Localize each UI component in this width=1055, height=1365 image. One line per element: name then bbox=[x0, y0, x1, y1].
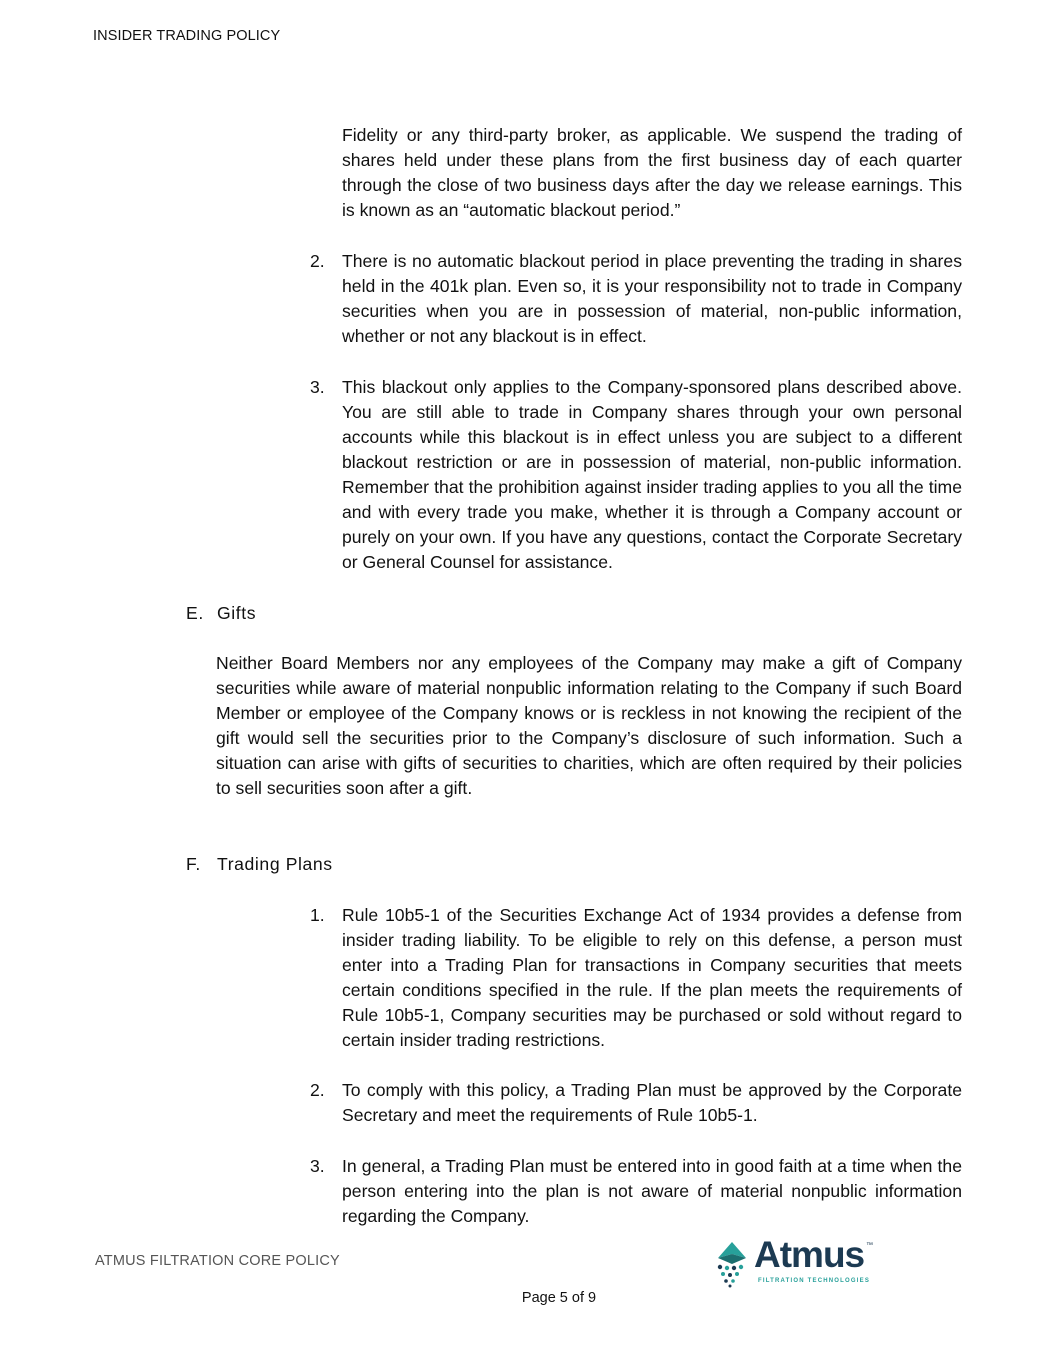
page-number: Page 5 of 9 bbox=[521, 1290, 597, 1306]
list-item-text: To comply with this policy, a Trading Plan must be approved by the Corporate Secretary and meet the requirements of Rule 10b5-1. bbox=[342, 1080, 962, 1125]
footer-policy-label: ATMUS FILTRATION CORE POLICY bbox=[95, 1253, 340, 1269]
logo-tagline: FILTRATION TECHNOLOGIES bbox=[758, 1278, 871, 1284]
running-header: INSIDER TRADING POLICY bbox=[93, 28, 281, 44]
list-item-text: In general, a Trading Plan must be entered into in good faith at a time when the person entering into the plan is not aware of material nonpublic information regarding the Company. bbox=[342, 1156, 962, 1226]
list-item-text: Rule 10b5-1 of the Securities Exchange Act of 1934 provides a defense from insider trading liability. To be eligible to rely on this defense, a person must enter into a Trading Plan for transactions in Company securities that meets certain conditions specified in the rule. If the plan meets the requirements of Rule 10b5-1, Company securities may be purchased or sold without regard to certain insider trading restrictions. bbox=[342, 905, 962, 1050]
list-number: 2. bbox=[310, 251, 325, 271]
logo-wordmark: Atmus bbox=[754, 1234, 865, 1275]
list-item-text: This blackout only applies to the Company-sponsored plans described above. You are still able to trade in Company shares through your own personal accounts while this blackout is in effect unless you are subject to a different blackout restriction or are in possession of material, non-public information. Remember that the prohibition against insider trading applies to you all the time and with every trade you make, whether it is through a Company account or purely on your own. If you have any questions, contact the Corporate Secretary or General Counsel for assistance. bbox=[342, 377, 962, 572]
list-number: 2. bbox=[310, 1080, 325, 1100]
gifts-paragraph: Neither Board Members nor any employees of the Company may make a gift of Company securities while aware of material nonpublic information relating to the Company if such Board Member or employee of the Company knows or is reckless in not knowing the recipient of the gift would sell the securities prior to the Company’s disclosure of such information. Such a situation can arise with gifts of securities to charities, which are often required by their policies to sell securities soon after a gift. bbox=[216, 653, 962, 798]
atmus-logo-mark-icon bbox=[712, 1240, 752, 1288]
list-item-text: There is no automatic blackout period in place preventing the trading in shares held in the 401k plan. Even so, it is your responsibility not to trade in Company securities when you are in possession of material, non-public information, whether or not any blackout is in effect. bbox=[342, 251, 962, 346]
section-title: Trading Plans bbox=[217, 854, 333, 874]
list-number: 1. bbox=[310, 905, 325, 925]
section-title: Gifts bbox=[217, 603, 257, 623]
atmus-logo bbox=[712, 1234, 882, 1290]
logo-trademark: ™ bbox=[866, 1242, 873, 1249]
list-number: 3. bbox=[310, 1156, 325, 1176]
list-number: 3. bbox=[310, 377, 325, 397]
section-letter: E. bbox=[186, 603, 204, 623]
continuation-paragraph: Fidelity or any third-party broker, as applicable. We suspend the trading of shares held under these plans from the first business day of each quarter through the close of two business days after the day we release earnings. This is known as an “automatic blackout period.” bbox=[342, 125, 962, 220]
section-letter: F. bbox=[186, 854, 201, 874]
